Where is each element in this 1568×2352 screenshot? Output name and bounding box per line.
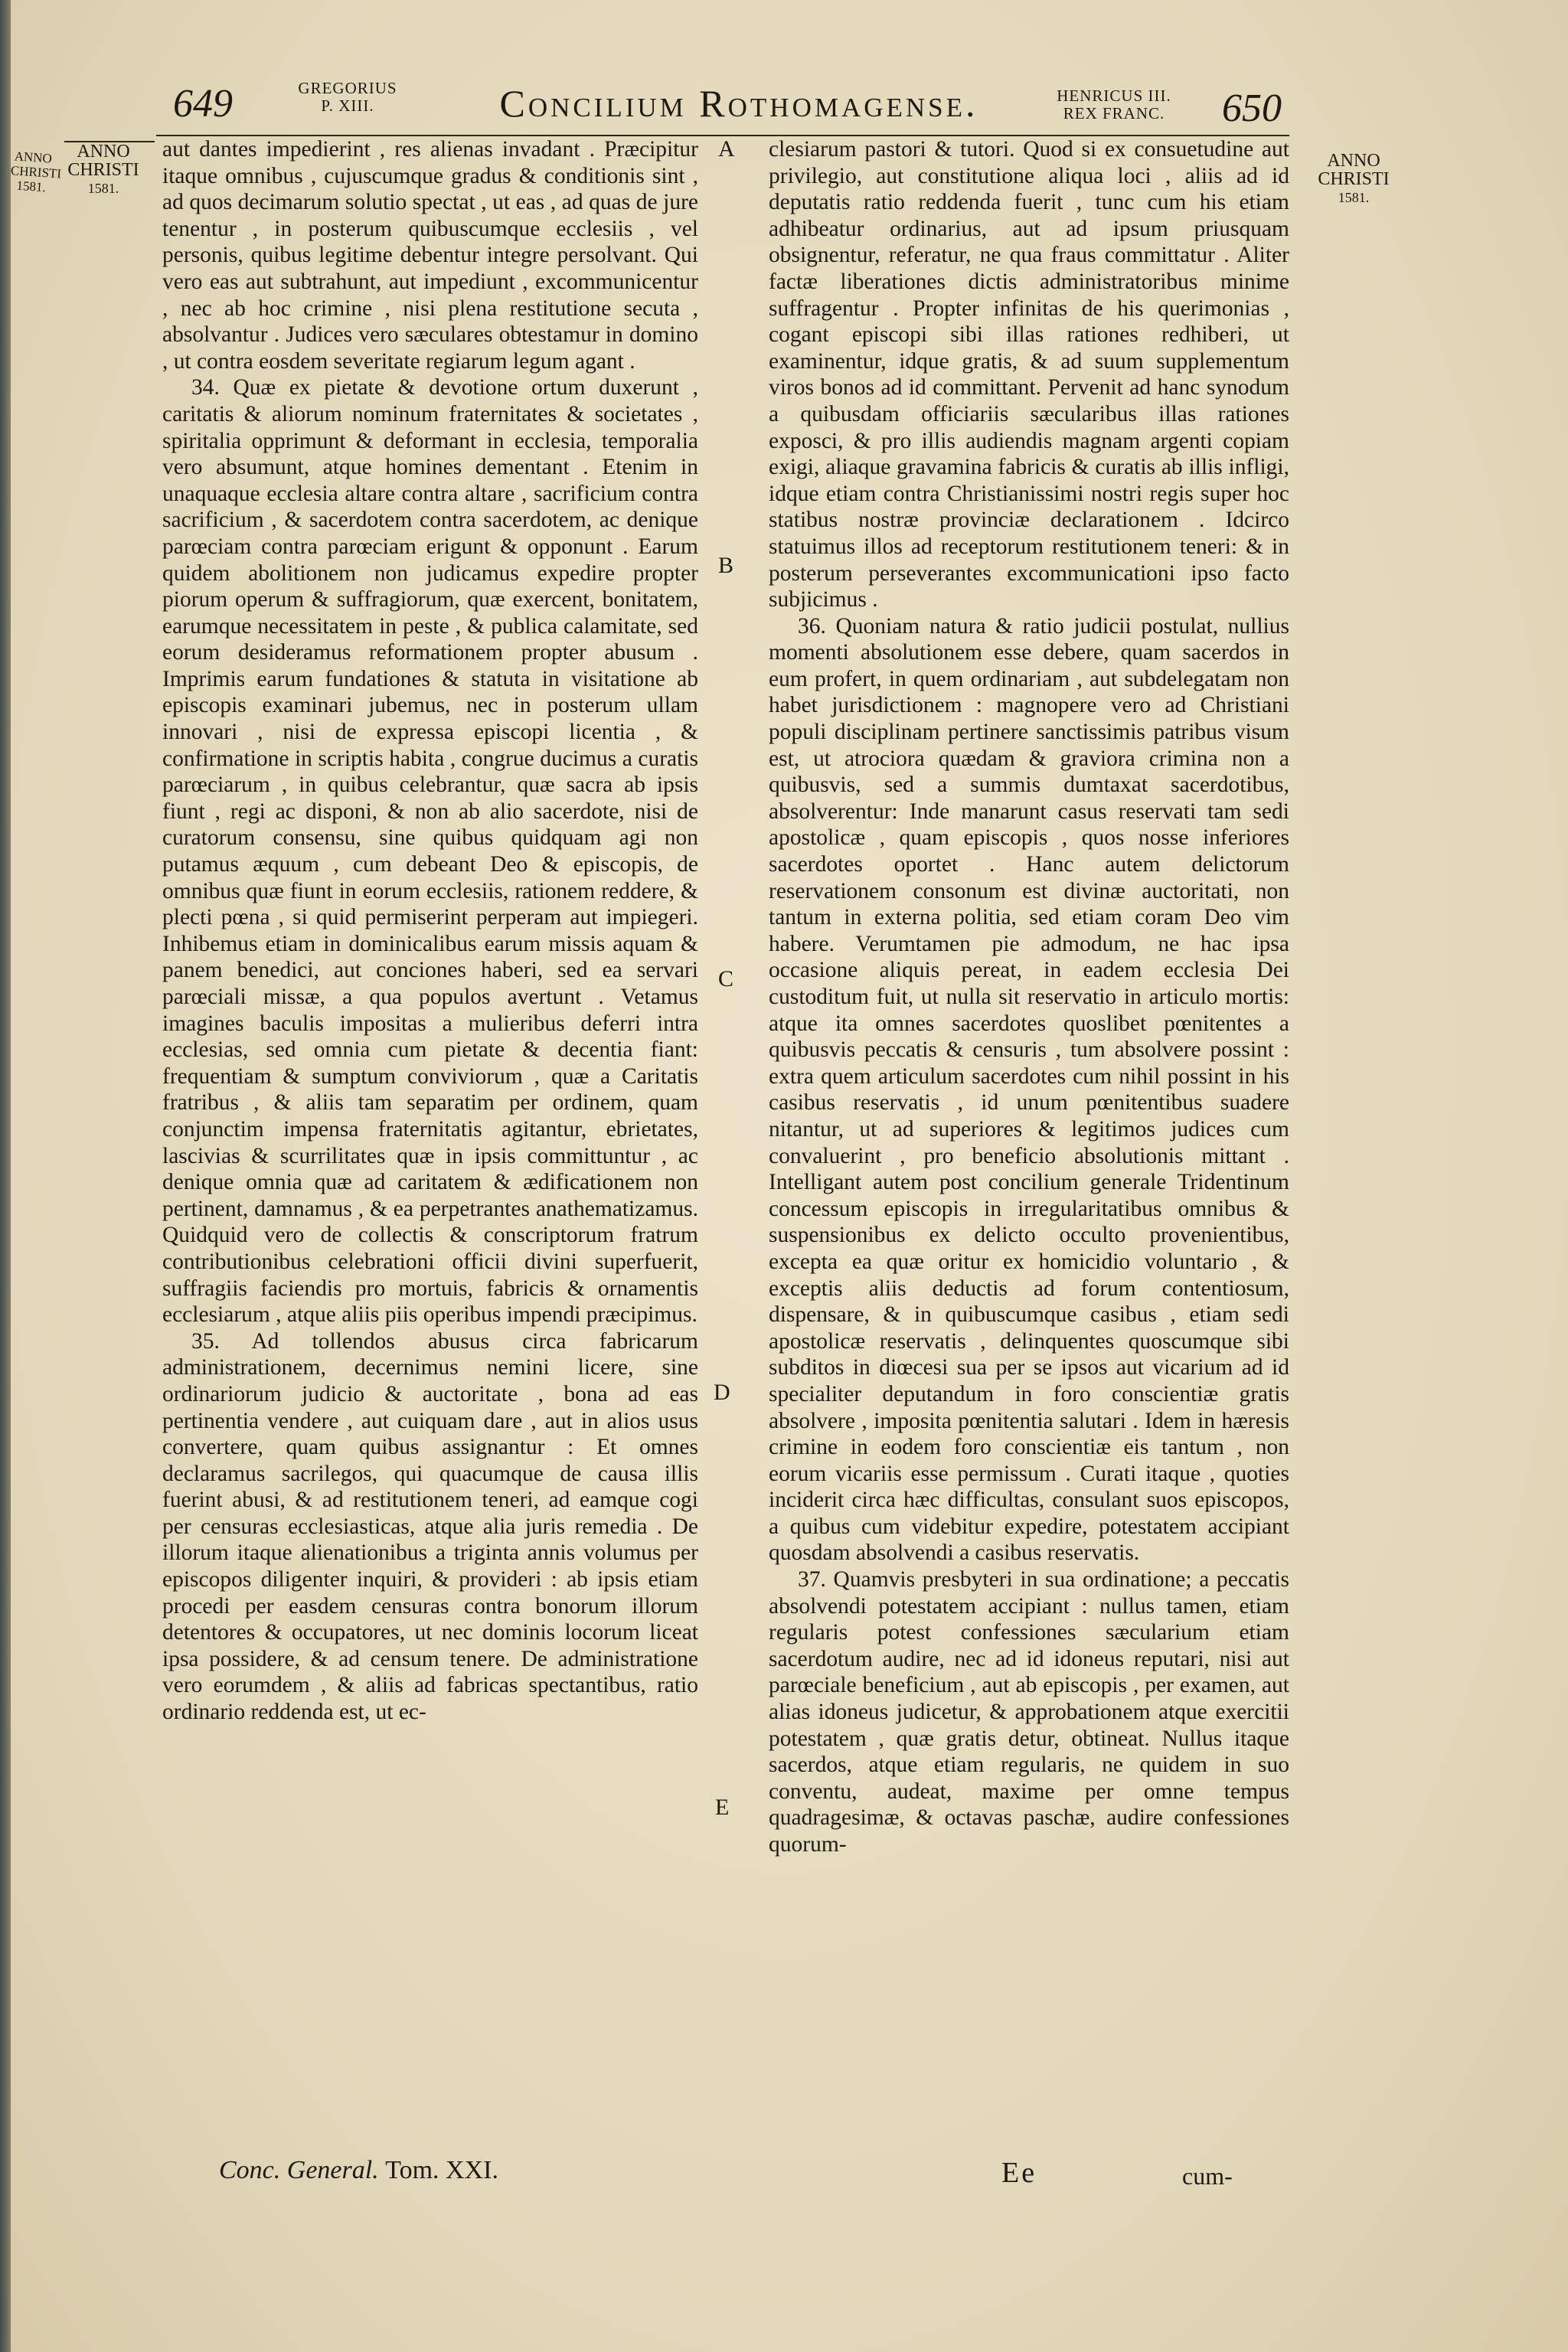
signature-mark: Ee [1001,2157,1037,2189]
margin-christi: CHRISTI [1318,169,1390,189]
pope-number: P. XIII. [321,96,374,115]
paragraph-canon-34: 34. Quæ ex pietate & devotione ortum duxerunt , caritatis & aliorum nominum fraternitates & societates , spiritalia opprimunt & deformant in ecclesia, temporalia vero absumunt, atque homines dementant . Etenim in unaquaque ecclesia altare contra altare , sacrificium contra sacrificium , & sacerdotem contra sacerdotem, ac denique parœciam contra parœciam erigunt & opponunt . Earum quidem abolitionem non judicamus expedire propter piorum operum & suffragiorum, quæ exercent, bonitatem, earumque necessitatem in peste , & publica calamitate, sed eorum desideramus reformationem propter abusum . Imprimis earum fundationes & statuta in visitatione ab episcopis examinari jubemus, nec in posterum ullam innovari , nisi de expressa episcopi licentia , & confirmatione in scriptis habita , congrue ducimus a curatis parœciarum , in quibus celebrantur, quæ sacra ab ipsis fiunt , regi ac disponi, & non ab alio sacerdote, nisi de curatorum consensu, sine quibus quidquam agi non putamus æquum , cum debeant Deo & episcopis, de omnibus quæ fiunt in eorum ecclesiis, rationem reddere, & plecti pœna , si quid permiserint perperam aut impiegeri. Inhibemus etiam in dominicalibus earum missis aquam & panem benedici, aut conciones haberi, sed ea servari parœciali missæ, a qua populos avertunt . Vetamus imagines baculis impositas a mulieribus deferri intra ecclesias, sed omnia cum pietate & decentia fiant: frequentiam & sumptum conviviorum , quæ a Caritatis fratribus , & aliis tam separatim per ordinem, quam conjunctim impensa fraternitatis agitantur, ebrietates, lascivias & scurrilitates quæ in ipsis committuntur , ac denique omnia quæ ad caritatem & ædificationem non pertinent, damnamus , & ea perpetrantes anathematizamus. Quidquid vero de collectis & conscriptorum fratrum contributionibus celebrationi officii divini superfuerit, suffragiis faciendis pro mortuis, fabricis & ornamentis ecclesiarum , atque aliis piis operibus impendi præcipimus. [162,375,698,1328]
margin-year-left [54,142,153,198]
margin-year: 1581. [1338,190,1370,205]
margin-year: 1581. [87,181,119,196]
margin-anno: ANNO [77,142,130,162]
pope-header [294,80,401,115]
margin-year-right [1300,152,1407,207]
margin-christi: CHRISTI [67,160,139,180]
column-letter-d: D [714,1380,730,1405]
margin-year-edge: ANNO CHRISTI 1581. [10,149,62,195]
column-letter-c: C [718,966,734,991]
paragraph-canon-36: 36. Quoniam natura & ratio judicii postulat, nullius momenti absolutionem esse debere, quam sacerdos in eum profert, in quem ordinariam , aut subdelegatam non habet jurisdictionem : magnopere vero ad Christiani populi disciplinam pertinere sanctissimis patribus visum est, ut atrociora quædam & graviora crimina non a quibusvis, sed a summis dumtaxat sacerdotibus, absolverentur: Inde manarunt casus reservati tam sedi apostolicæ , quam episcopis , quos nosse inferiores sacerdotes oportet . Hanc autem delictorum reservationem consonum est divinæ auctoritati, non tantum in externa politia, sed etiam coram Deo vim habere. Verumtamen pie admodum, ne hac ipsa occasione aliquis pereat, in eadem ecclesia Dei custoditum fuit, ut nulla sit reservatio in articulo mortis: atque ita omnes sacerdotes quoslibet pœnitentes a quibusvis peccatis & censuris , tum absolvere possint : extra quem articulum sacerdotes cum nihil possint in his casibus reservatis , id unum pœnitentibus suadere nitantur, ut ad superiores & legitimos judices cum convaluerint , pro beneficio absolutionis mittant . Intelligant autem post concilium generale Tridentinum concessum episcopis in irregularitatibus omnibus & suspensionibus ex delicto occulto provenientibus, excepta ea quæ oritur ex homicidio voluntario , & exceptis aliis deductis ad forum contentiosum, dispensare, & in quibuscumque casibus , etiam sedi apostolicæ reservatis , delinquentes quoscumque sibi subditos in diœcesi sua per se ipsos aut vicarium ad id specialiter deputandum in foro conscientiæ gratis absolvere , imposita pœnitentia salutari . Idem in hæresis crimine in eodem foro conscientiæ eis tantum , non eorum vicariis esse permissum . Curati itaque , quoties inciderit circa hæc difficultas, consulant suos episcopos, a quibus cum videbitur expedire, potestatem accipiant quosdam absolvendi a casibus reservatis. [769,613,1289,1566]
running-header [0,77,1568,138]
paragraph-canon-35: 35. Ad tollendos abusus circa fabricarum administrationem, decernimus nemini licere, sine ordinariorum judicio & auctoritate , bona ad eas pertinentia vendere , aut cuiquam dare , aut in alios usus convertere, quam quibus assignantur : Et omnes declaramus sacrilegos, qui quacumque de causa illis fuerint abusi, & ad restitutionem teneri, ad eamque cogi per censuras ecclesiasticas, atque alia juris remedia . De illorum itaque alienationibus a triginta annis volumus per episcopos diligenter inquiri, & provideri : ab ipsis etiam procedi per easdem censuras contra bonorum illorum detentores & occupatores, ut nec dominis locorum liceat ipsa possidere, & ad censum tenere. De administratione vero eorumdem , & aliis ad fabricas spectantibus, ratio ordinario reddenda est, ut ec- [162,1328,698,1725]
signature-prefix: Conc. General. [219,2156,379,2184]
column-letter-a: A [718,136,735,162]
page-title: Concilium Rothomagense. [499,82,978,125]
king-header [1041,87,1187,122]
king-name: HENRICUS III. [1057,87,1171,105]
catchword: cum- [1182,2162,1233,2190]
page-number-right: 650 [1222,87,1282,130]
text-column-left [162,136,698,1726]
pope-name: GREGORIUS [298,79,397,97]
margin-anno: ANNO [1327,151,1380,171]
signature-line [219,2156,498,2185]
paragraph-continuation: aut dantes impedierint , res alienas invadant . Præcipitur itaque omnibus , cujuscumque gradus & conditionis sint , ad quos decimarum solutio spectat , ut eas , ad quas de jure tenentur , in posterum quibuscumque ecclesiis , vel personis, quibus legitime debentur integre persolvant. Qui vero eas aut subtrahunt, aut impediunt , excommunicentur , nec ab hoc crimine , nisi plena restitutione secuta , absolvantur . Judices vero sæculares obtestamur in domino , ut contra eosdem severitate regiarum legum agant . [162,137,698,374]
column-letter-b: B [718,553,734,578]
paragraph-continuation: clesiarum pastori & tutori. Quod si ex consuetudine aut privilegio, aut constitutione aliqua loci , aliis ad id deputatis ratio reddenda fuerit , tunc cum his etiam adhibeatur ordinarius, aut ad ipsum priusquam obsignentur, referatur, ne qua fraus committatur . Aliter factæ liberationes dictis administratoribus minime suffragentur . Propter infinitas de his querimonias , cogant episcopi sibi illas rationes redhiberi, ut examinentur, idque gratis, & ad suum supplementum viros bonos ad id committant. Pervenit ad hanc synodum a quibusdam officiariis sæcularibus illas rationes exposci, & pro illis audiendis magnam argenti copiam exigi, aliaque gravamina fabricis & curatis ab illis infligi, idque etiam contra Christianissimi nostri regis super hoc statibus nostræ provinciæ declarationem . Idcirco statuimus illos ad receptorum restitutionem teneri: & in posterum perseverantes excommunicationi ipso facto subjicimus . [769,137,1289,612]
text-column-right [769,136,1289,1858]
column-letter-e: E [715,1795,730,1820]
signature-volume: Tom. XXI. [385,2156,498,2184]
page-number-left: 649 [173,82,233,126]
page-binding-edge [0,0,11,2352]
paragraph-canon-37: 37. Quamvis presbyteri in sua ordinatione; a peccatis absolvendi potestatem accipiant : nullus tamen, etiam regularis potest confessiones sæcularium etiam sacerdotum audire, nec ad id idoneus reputari, nisi aut parœciale beneficium , aut ab episcopis , per examen, aut alias idoneus judicetur, & approbationem atque exercitii potestatem , quæ gratis detur, obtineat. Nullus itaque sacerdos, atque etiam regularis, ne quidem in suo conventu, audeat, maxime per omne tempus quadragesimæ, & octavas paschæ, audire confessiones quorum- [769,1567,1289,1857]
king-title: REX FRANC. [1063,104,1165,122]
